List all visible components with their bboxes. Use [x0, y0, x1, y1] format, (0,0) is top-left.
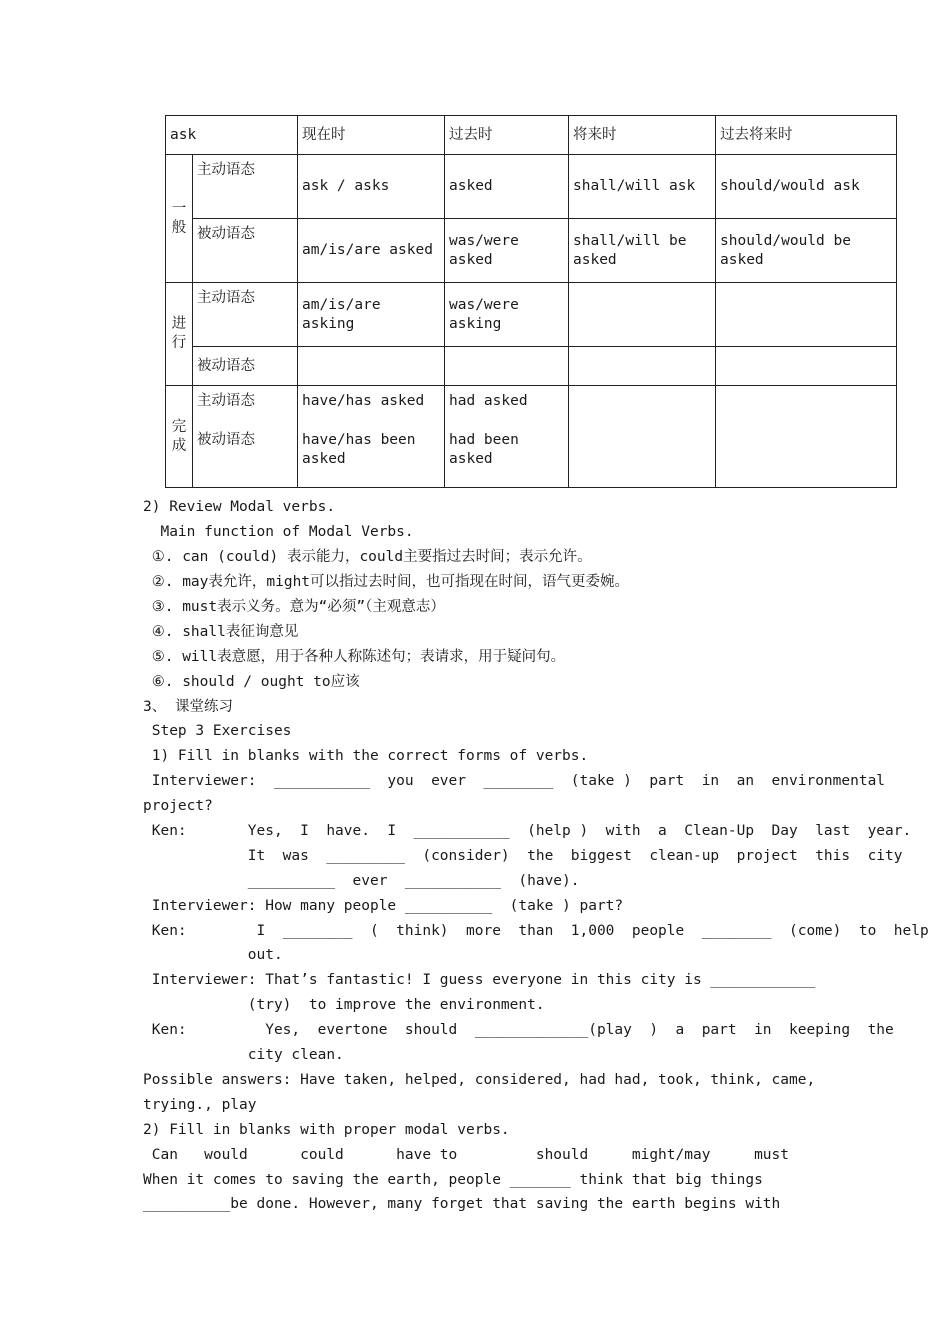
present-active-text: have/has asked: [302, 393, 425, 409]
group-progressive-label: 进 行: [171, 316, 187, 351]
text-line: Ken: Yes, I have. I ___________ (help ) with a Clean-Up Day last year.: [143, 823, 912, 839]
tense-table: [165, 115, 897, 488]
voice-cell: [193, 386, 298, 488]
text-line: Ken: Yes, evertone should _____________(play ) a part in keeping the: [143, 1022, 894, 1038]
text-line: ②. may表允许，might可以指过去时间，也可指现在时间，语气更委婉。: [143, 574, 630, 590]
text-line: Interviewer: How many people __________ (take ) part?: [143, 898, 624, 914]
past-cell: [445, 386, 569, 488]
present-passive-text: have/has been asked: [302, 432, 416, 467]
text-line: Main function of Modal Verbs.: [143, 524, 414, 540]
voice-active-label: 主动语态: [197, 393, 255, 409]
text-line: city clean.: [143, 1047, 344, 1063]
group-perfect: [166, 386, 193, 488]
table-row: [166, 347, 897, 386]
past-active-text: had asked: [449, 393, 528, 409]
past-future-cell: should/would ask: [716, 155, 897, 219]
group-simple-label: 一 般: [171, 200, 187, 236]
text-line: Interviewer: That’s fantastic! I guess everyone in this city is ____________: [143, 972, 816, 988]
past-passive-text: had been asked: [449, 432, 519, 467]
text-line: It was _________ (consider) the biggest clean-up project this city: [143, 848, 903, 864]
past-cell: [445, 347, 569, 386]
text-line: Step 3 Exercises: [143, 723, 292, 739]
text-line: When it comes to saving the earth, people _______ think that big things: [143, 1172, 763, 1188]
text-line: 1) Fill in blanks with the correct forms of verbs.: [143, 748, 589, 764]
past-future-cell: [716, 347, 897, 386]
past-future-cell: [716, 283, 897, 347]
header-future: 将来时: [569, 116, 716, 155]
voice-cell: 被动语态: [193, 219, 298, 283]
present-cell: am/is/are asked: [298, 219, 445, 283]
text-line: trying., play: [143, 1097, 257, 1113]
text-line: 2) Fill in blanks with proper modal verbs.: [143, 1122, 510, 1138]
voice-cell: 主动语态: [193, 283, 298, 347]
section-heading: 3、 课堂练习: [143, 699, 233, 715]
text-line: Possible answers: Have taken, helped, considered, had had, took, think, came,: [143, 1072, 816, 1088]
group-progressive: [166, 283, 193, 386]
header-verb: ask: [166, 116, 298, 155]
voice-cell: 被动语态: [193, 347, 298, 386]
past-future-cell: should/would be asked: [716, 219, 897, 283]
future-cell: shall/will ask: [569, 155, 716, 219]
text-line: ⑥. should / ought to应该: [143, 674, 360, 690]
text-line: (try) to improve the environment.: [143, 997, 545, 1013]
future-cell: [569, 283, 716, 347]
group-simple: [166, 155, 193, 283]
future-cell: shall/will be asked: [569, 219, 716, 283]
table-header-row: [166, 116, 897, 155]
text-line: Ken: I ________ ( think) more than 1,000 people ________ (come) to help: [143, 923, 929, 939]
text-line: out.: [143, 947, 283, 963]
text-line: ③. must表示义务。意为“必须”（主观意志）: [143, 599, 445, 615]
table-row: [166, 219, 897, 283]
text-line: Interviewer: ___________ you ever ________ (take ) part in an environmental: [143, 773, 886, 789]
text-line: 2) Review Modal verbs.: [143, 499, 336, 515]
future-cell: [569, 347, 716, 386]
table-row: [166, 155, 897, 219]
header-present: 现在时: [298, 116, 445, 155]
text-line: ⑤. will表意愿，用于各种人称陈述句；表请求，用于疑问句。: [143, 649, 566, 665]
voice-passive-label: 被动语态: [197, 432, 255, 448]
text-line: __________ ever ___________ (have).: [143, 873, 580, 889]
group-perfect-label: 完 成: [171, 418, 187, 454]
past-cell: was/were asking: [445, 283, 569, 347]
present-cell: am/is/are asking: [298, 283, 445, 347]
text-line: ④. shall表征询意见: [143, 624, 299, 640]
table-row: [166, 386, 897, 488]
text-line: Can would could have to should might/may must: [143, 1147, 790, 1163]
voice-cell: 主动语态: [193, 155, 298, 219]
text-line: ①. can (could) 表示能力，could主要指过去时间；表示允许。: [143, 549, 592, 565]
table-row: [166, 283, 897, 347]
future-cell: [569, 386, 716, 488]
text-line: __________be done. However, many forget that saving the earth begins with: [143, 1196, 781, 1212]
present-cell: [298, 386, 445, 488]
header-past-future: 过去将来时: [716, 116, 897, 155]
text-line: project?: [143, 798, 213, 814]
past-future-cell: [716, 386, 897, 488]
present-cell: ask / asks: [298, 155, 445, 219]
header-past: 过去时: [445, 116, 569, 155]
present-cell: [298, 347, 445, 386]
past-cell: was/were asked: [445, 219, 569, 283]
past-cell: asked: [445, 155, 569, 219]
